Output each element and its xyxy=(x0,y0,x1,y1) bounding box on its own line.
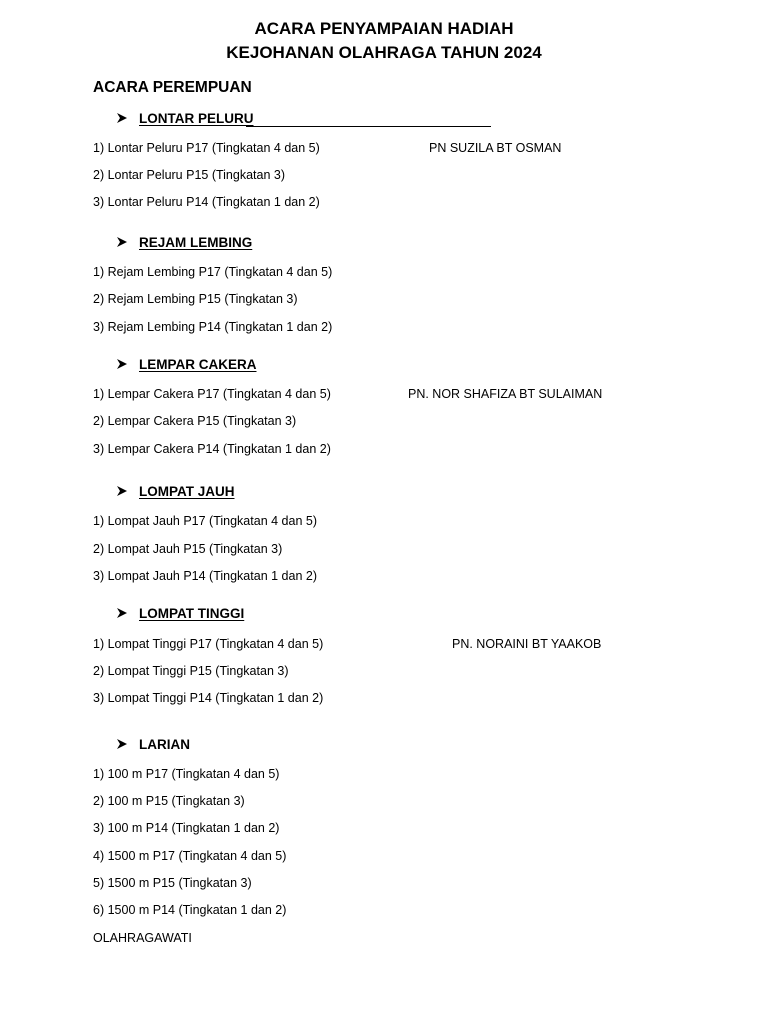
officer-name: PN. NORAINI BT YAAKOB xyxy=(452,637,602,651)
list-item: 3) Lontar Peluru P14 (Tingkatan 1 dan 2) xyxy=(93,195,320,209)
section-heading-lompat-tinggi xyxy=(116,605,244,623)
list-item: 1) Lompat Jauh P17 (Tingkatan 4 dan 5) xyxy=(93,514,317,528)
list-item: 2) 100 m P15 (Tingkatan 3) xyxy=(93,794,245,808)
section-heading-label: LEMPAR CAKERA xyxy=(139,357,257,372)
list-item: 2) Lompat Jauh P15 (Tingkatan 3) xyxy=(93,542,283,556)
list-item: 1) Lempar Cakera P17 (Tingkatan 4 dan 5) xyxy=(93,387,331,401)
arrowhead-bullet-icon xyxy=(116,234,139,252)
list-item: 3) Lempar Cakera P14 (Tingkatan 1 dan 2) xyxy=(93,442,331,456)
list-item: 1) Lompat Tinggi P17 (Tingkatan 4 dan 5) xyxy=(93,637,324,651)
section-heading-lompat-jauh xyxy=(116,483,235,501)
officer-name: PN SUZILA BT OSMAN xyxy=(429,141,562,155)
list-item: 3) Lompat Jauh P14 (Tingkatan 1 dan 2) xyxy=(93,569,317,583)
arrowhead-bullet-icon xyxy=(116,356,139,374)
section-heading-label: LONTAR PELURU xyxy=(139,111,254,126)
list-item: 3) 100 m P14 (Tingkatan 1 dan 2) xyxy=(93,821,280,835)
list-item: 1) 100 m P17 (Tingkatan 4 dan 5) xyxy=(93,767,280,781)
list-item: 3) Lompat Tinggi P14 (Tingkatan 1 dan 2) xyxy=(93,691,324,705)
section-heading-lontar-peluru xyxy=(116,110,254,128)
arrowhead-bullet-icon xyxy=(116,483,139,501)
list-item: 5) 1500 m P15 (Tingkatan 3) xyxy=(93,876,252,890)
list-item: 3) Rejam Lembing P14 (Tingkatan 1 dan 2) xyxy=(93,320,333,334)
arrowhead-bullet-icon xyxy=(116,736,139,754)
officer-name: PN. NOR SHAFIZA BT SULAIMAN xyxy=(408,387,603,401)
section-heading-lempar-cakera xyxy=(116,356,257,374)
footer-label: OLAHRAGAWATI xyxy=(93,931,192,945)
list-item: 1) Rejam Lembing P17 (Tingkatan 4 dan 5) xyxy=(93,265,333,279)
list-item: 2) Rejam Lembing P15 (Tingkatan 3) xyxy=(93,292,298,306)
arrowhead-bullet-icon xyxy=(116,110,139,128)
document-title: ACARA PENYAMPAIAN HADIAH xyxy=(254,19,514,38)
list-item: 6) 1500 m P14 (Tingkatan 1 dan 2) xyxy=(93,903,287,917)
section-heading-label: LOMPAT TINGGI xyxy=(139,606,245,621)
section-heading-label: REJAM LEMBING xyxy=(139,235,253,250)
section-heading-larian xyxy=(116,736,190,754)
section-heading-label: LOMPAT JAUH xyxy=(139,484,235,499)
list-item: 1) Lontar Peluru P17 (Tingkatan 4 dan 5) xyxy=(93,141,320,155)
category-heading: ACARA PEREMPUAN xyxy=(93,79,252,96)
section-heading-rejam-lembing xyxy=(116,234,252,252)
heading-underline-extension xyxy=(246,126,491,127)
section-heading-label: LARIAN xyxy=(139,737,190,752)
list-item: 2) Lontar Peluru P15 (Tingkatan 3) xyxy=(93,168,286,182)
list-item: 2) Lompat Tinggi P15 (Tingkatan 3) xyxy=(93,664,289,678)
list-item: 2) Lempar Cakera P15 (Tingkatan 3) xyxy=(93,414,297,428)
document-subtitle: KEJOHANAN OLAHRAGA TAHUN 2024 xyxy=(226,43,542,62)
arrowhead-bullet-icon xyxy=(116,605,139,623)
list-item: 4) 1500 m P17 (Tingkatan 4 dan 5) xyxy=(93,849,287,863)
